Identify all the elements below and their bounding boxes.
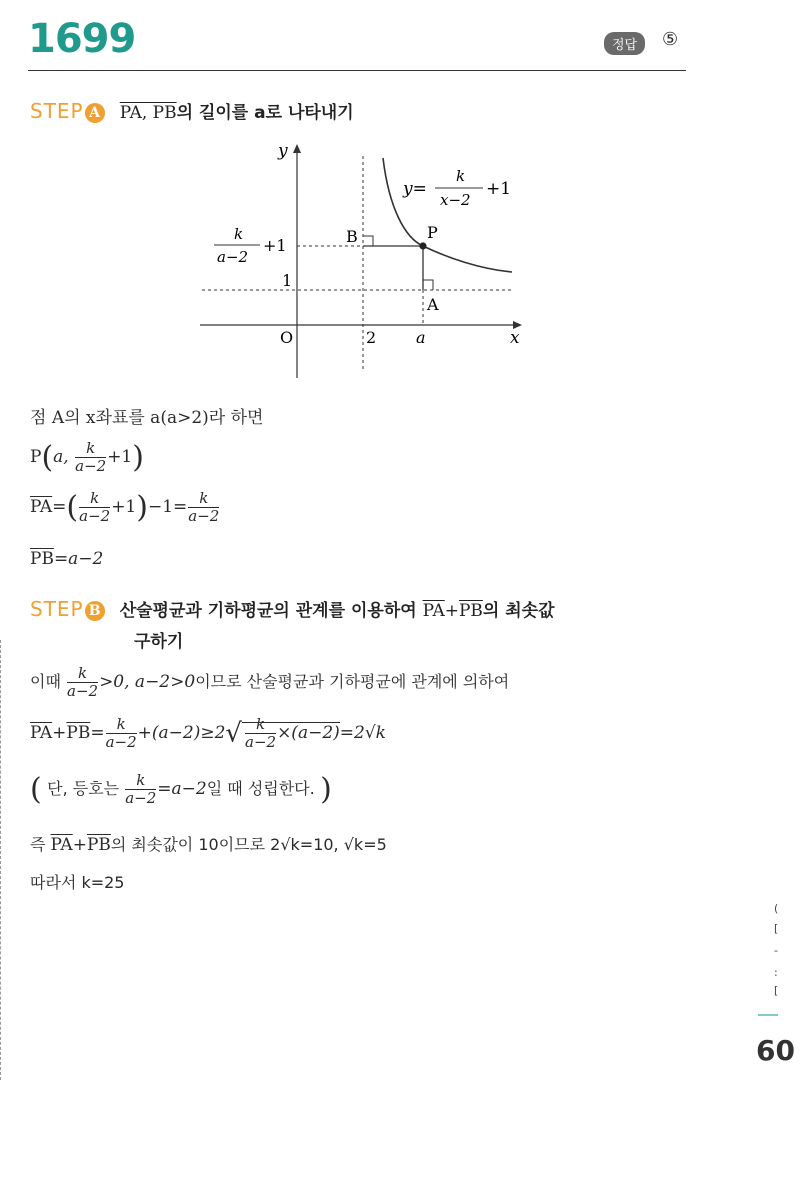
l2-rtail: ×(a−2) [277, 723, 340, 743]
point-p-dot [419, 242, 426, 249]
pa-fraction-1 [79, 490, 110, 525]
step-a-title-segments: PA, PB [119, 103, 177, 123]
pa-paren-open: ( [66, 490, 79, 525]
l3-paren-open: ( [30, 772, 42, 807]
l1-fraction [67, 665, 98, 700]
l4-pa: $\overline{PA}$ [50, 835, 73, 855]
solution-a-pa [30, 490, 220, 525]
hyperbola-curve [383, 158, 512, 272]
eq-tail: +1 [486, 179, 512, 199]
pa-paren-close: ) [136, 490, 148, 525]
p-num: k [75, 440, 106, 458]
l4-pre: 즉 [30, 835, 51, 854]
right-angle-a [423, 280, 433, 290]
l3-den: a−2 [125, 789, 157, 807]
l2-rden: a−2 [245, 733, 277, 751]
l2-eq: = [90, 723, 105, 743]
solution-a-line1: 점 A의 x좌표를 a(a>2)라 하면 [30, 408, 264, 428]
answer-value: ⑤ [662, 29, 679, 50]
l1-den: a−2 [67, 682, 99, 700]
l3-pre: 단, 등호는 [47, 779, 125, 798]
step-a-heading [30, 98, 354, 123]
hyperbola-graph [190, 138, 530, 383]
step-b-title-pa: $\overline{PA}$ [422, 601, 445, 621]
solution-b-line1 [30, 665, 509, 700]
pb-rhs: =a−2 [53, 549, 104, 569]
l3-paren-close: ) [320, 772, 332, 807]
l2-pa: $\overline{PA}$ [30, 723, 53, 743]
l2-rnum: k [245, 716, 276, 734]
step-b-title-post: 의 최솟값 [482, 601, 555, 621]
solution-a-pb [30, 549, 103, 569]
pa-den1: a−2 [79, 507, 111, 525]
pa-tail: −1= [147, 497, 188, 517]
l3-fraction [125, 772, 156, 807]
pa-eq: = [52, 497, 67, 517]
step-a-letter: A [85, 103, 105, 123]
page-number: 60 [756, 1034, 795, 1067]
y-axis-arrow [293, 144, 301, 153]
l4-post: 의 최솟값이 10이므로 2√k=10, √k=5 [110, 835, 387, 854]
step-a-label: STEP [30, 99, 84, 123]
step-b-title-plus: + [444, 601, 459, 621]
l2-root-fraction [245, 716, 276, 751]
p-a: a, [53, 447, 69, 467]
y-tick-1: 1 [282, 271, 293, 290]
l1-pre: 이때 [30, 672, 66, 691]
l4-pb: $\overline{PB}$ [86, 835, 111, 855]
paren-open: ( [41, 440, 54, 475]
side-fragment-2: [ [774, 922, 779, 935]
side-fragment-3: - [774, 944, 778, 957]
eq-lhs: y= [403, 179, 427, 199]
l3-mid: =a−2 [157, 779, 207, 799]
l2-end: =2√k [339, 723, 386, 743]
pa-mid: +1 [111, 497, 137, 517]
pa-fraction-2 [188, 490, 219, 525]
step-b-letter: B [85, 601, 105, 621]
step-a-title-text: 의 길이를 a로 나타내기 [176, 103, 354, 123]
l2-num: k [106, 716, 137, 734]
radical-sign: √ [225, 718, 242, 749]
solution-b-line3 [30, 772, 332, 807]
l2-pb: $\overline{PB}$ [66, 723, 91, 743]
point-b-label: B [346, 227, 358, 246]
pa-num1: k [79, 490, 110, 508]
step-b-title-pre: 산술평균과 기하평균의 관계를 이용하여 [119, 601, 423, 621]
x-axis-label: x [510, 328, 520, 348]
answer-badge: 정답 [604, 32, 645, 55]
y-axis-label: y [278, 141, 288, 161]
l2-radicand [242, 715, 340, 751]
l3-num: k [125, 772, 156, 790]
p-tail: +1 [107, 447, 133, 467]
l3-post: 일 때 성립한다. [206, 779, 315, 798]
solution-b-line2 [30, 716, 386, 751]
p-fraction [75, 440, 106, 475]
header-rule [28, 70, 686, 71]
p-den: a−2 [75, 457, 107, 475]
pa-num2: k [188, 490, 219, 508]
l1-num: k [67, 665, 98, 683]
side-fragment-1: ( [774, 902, 779, 915]
l2-fraction [106, 716, 137, 751]
paren-close: ) [132, 440, 144, 475]
step-b-title-line2: 구하기 [134, 632, 184, 652]
ylabel-tail: +1 [263, 236, 287, 255]
x-tick-a: a [416, 328, 426, 347]
problem-number: 1699 [28, 16, 136, 62]
origin-label: O [280, 328, 294, 347]
l5-text: 따라서 k=25 [30, 873, 125, 892]
l1-post: 이므로 산술평균과 기하평균에 관계에 의하여 [195, 672, 510, 691]
solution-a-point-p [30, 440, 144, 475]
l4-plus: + [72, 835, 87, 855]
ylabel-denominator: a−2 [217, 248, 249, 266]
l2-den: a−2 [105, 733, 137, 751]
eq-denominator: x−2 [440, 191, 471, 209]
l2-mid: +(a−2)≥2 [137, 723, 226, 743]
side-accent-line [758, 1014, 778, 1016]
pa-lhs: $\overline{PA}$ [30, 497, 53, 517]
step-b-title-pb: $\overline{PB}$ [458, 601, 483, 621]
side-fragment-4: : [774, 966, 778, 979]
step-b-label: STEP [30, 597, 84, 621]
solution-b-line4 [30, 832, 387, 855]
step-b-heading [30, 596, 555, 621]
left-margin-rule [0, 640, 1, 1080]
p-prefix: P [30, 447, 42, 467]
pa-den2: a−2 [188, 507, 220, 525]
side-fragment-5: [ [774, 984, 779, 997]
pb-lhs: $\overline{PB}$ [30, 549, 54, 569]
l1-mid: >0, a−2>0 [99, 672, 196, 692]
l2-plus: + [52, 723, 67, 743]
x-tick-2: 2 [366, 328, 377, 347]
solution-b-line5 [30, 870, 125, 893]
ylabel-numerator: k [234, 225, 244, 243]
eq-numerator: k [456, 167, 466, 185]
point-a-label: A [427, 295, 439, 314]
right-angle-b [363, 236, 373, 246]
point-p-label: P [427, 223, 438, 242]
